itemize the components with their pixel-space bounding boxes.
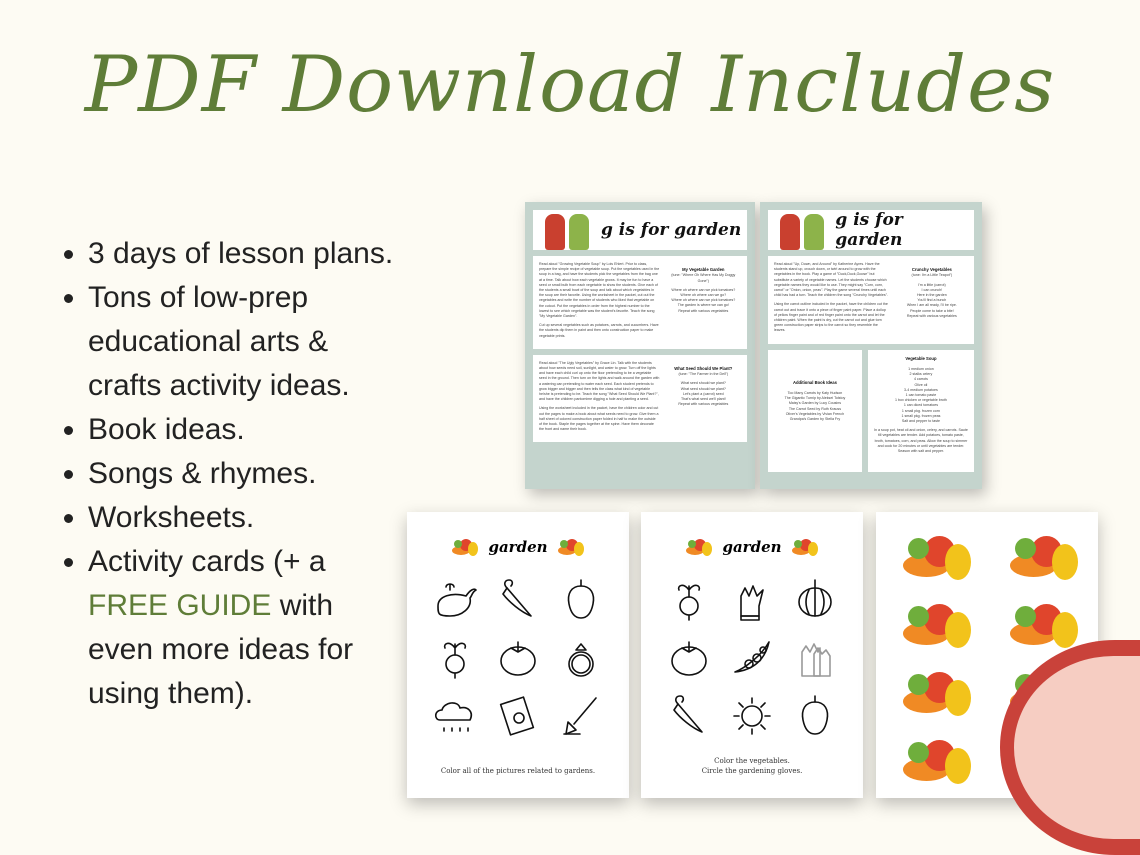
lesson-text: Read aloud "Up, Down, and Around" by Katherine Ayres. Have the students stand up, crouch down, or twirl around to grow with the vegetables in the book. Play a game of "Duck,Duck,Goose" but substitute a variety of vegetable names. Let the students choose which vegetable names they would like to use. They might say "Corn, corn, carrot" or "Onion, onion, peas". Play the game several times until each child has had a turn. Teach the children the song "Crunchy Vegetables". (774, 262, 888, 298)
book-item: The Gigantic Turnip by Aleksei Tolstoy (784, 396, 846, 401)
vegetables-icon (556, 536, 586, 558)
worksheet-caption (641, 756, 863, 776)
vegetables-icon (898, 732, 976, 789)
vegetables-icon (450, 536, 480, 558)
feature-list (62, 232, 402, 716)
vegetables-icon (898, 664, 976, 721)
song-line: Repeat with various vegetables (678, 308, 729, 313)
song-line: Where oh where can we pick tomatoes? (671, 287, 736, 292)
song-line: That's what seed we'll plant! (680, 397, 726, 402)
song-line: You'll find a bunch (917, 298, 947, 303)
feature-item: Tons of low-prep educational arts & crafts activity ideas. (62, 276, 402, 408)
song-line: Where oh where can we go? (680, 293, 727, 298)
activity-card (993, 594, 1088, 650)
feature-item (62, 540, 402, 716)
lesson-box (533, 355, 747, 443)
recipe-box (868, 350, 974, 472)
recipe-ingredient: Olive oil (914, 382, 928, 387)
song-line: I'm a little (carrot) (918, 282, 946, 287)
caption-line: Circle the gardening gloves. (701, 767, 803, 775)
song-line: Let's plant a (carrot) seed (682, 391, 724, 396)
lesson-plan-page (760, 202, 982, 489)
feature-text: Activity cards (+ a (88, 545, 326, 578)
book-ideas-box (768, 350, 862, 472)
recipe-ingredient: 1 small pkg. frozen peas (901, 413, 941, 418)
lesson-box (768, 256, 974, 344)
activity-card (993, 526, 1088, 582)
song-title: What Seed Should We Plant? (674, 366, 733, 372)
vegetables-icon (1005, 596, 1083, 653)
activity-card (886, 526, 981, 582)
tomato-icon (495, 634, 541, 680)
song-title: My Vegetable Garden (682, 267, 725, 273)
song-line: The garden is where we can go! (677, 303, 729, 308)
recipe-ingredient: 1 can diced tomatoes (903, 403, 939, 408)
kids-illustration (541, 210, 595, 250)
recipe-ingredient: Salt and pepper to taste (901, 419, 941, 424)
gardening-gloves-icon (792, 634, 838, 680)
song-line: Repeat with various vegetables (906, 313, 957, 318)
book-item: Oliver's Vegetables by Vivian French (785, 411, 845, 416)
radish-icon (432, 634, 478, 680)
recipe-ingredient: 3-4 medium potatoes (904, 387, 938, 392)
song-tune: (tune: I'm a Little Teapot") (911, 273, 953, 278)
recipe-ingredient: 4 carrots (913, 377, 928, 382)
lesson-text: Using the carrot outline included in the packet, have the children cut the carrot out and trace it onto a piece of finger paint paper. Place a dollop of yellow finger paint and of red finger paint onto the carrot and let the children paint. When the paint is dry, cut the carrot out and glue torn green construction paper strips to the carrot so they resemble the leaves. (774, 302, 888, 333)
carrot-icon (495, 576, 541, 622)
free-guide-highlight: FREE GUIDE (88, 589, 272, 622)
onion-icon (792, 576, 838, 622)
vegetables-icon (790, 536, 820, 558)
pepper-icon (792, 692, 838, 738)
worksheet-header: garden (488, 538, 548, 556)
activity-card (886, 594, 981, 650)
recipe-ingredient: 1 medium onion (908, 367, 934, 372)
carrot-icon (666, 692, 712, 738)
song-line: I can crunch! (921, 287, 943, 292)
worksheet-caption (407, 766, 629, 776)
sun-icon (729, 692, 775, 738)
song-line: Repeat with various vegetables (678, 402, 729, 407)
feature-item: 3 days of lesson plans. (62, 232, 402, 276)
lesson-plan-page (525, 202, 755, 489)
song-tune: (tune: "Where Oh Where Has My Doggy Gone") (671, 273, 736, 283)
recipe-ingredient: 1 box chicken or vegetable broth (894, 398, 947, 403)
ring-icon (558, 634, 604, 680)
song-line: When I am all ready, I'll be ripe. (906, 303, 957, 308)
shovel-icon (558, 692, 604, 738)
lesson-text: Using the worksheet included in the packet, have the children color and cut out the pages to make a book about what seeds need to grow. Give them a half sheet of colored construction paper folded in half to make the outside of the book. Staple the pages together at the spine. Have them decorate the front and name their book. (539, 406, 659, 432)
worksheet-page (641, 512, 863, 798)
lesson-text: Read aloud "Growing Vegetable Soup" by Lois Ehlert. Prior to class, prepare the simple recipe of vegetable soup. Put the vegetables used in the soup in a bag, and have the students pick the vegetables from the bag one at a time. Talk about how each vegetable grows. It may be fun to have a seed or small bulb from each vegetable to show the students. Give each of the students a small bowl of the soup and talk about which vegetables in the soup are their favorite. Using the worksheet in the packet, cut out the vegetables and write the number of students who liked that vegetable on the cutout. Put the vegetables in order from the highest number to the lowest to see which vegetable was the student's favorite. Teach the song "My Vegetable Garden". (539, 262, 660, 319)
pepper-icon (558, 576, 604, 622)
vegetables-icon (898, 528, 976, 585)
lesson-page-header: g is for garden (601, 220, 742, 240)
feature-item: Worksheets. (62, 496, 402, 540)
song-line: Where oh where can we pick tomatoes? (671, 298, 736, 303)
pea-pod-icon (729, 634, 775, 680)
radish-icon (666, 576, 712, 622)
recipe-title: Vegetable Soup (905, 355, 937, 361)
vegetables-icon (898, 596, 976, 653)
song-line: What seed should we plant? (680, 381, 726, 386)
worksheet-page (407, 512, 629, 798)
song-line: What seed should we plant? (680, 386, 726, 391)
recipe-directions: In a soup pot, heat oil and onion, celery, and carrots. Saute till vegetables are tender. Add potatoes, tomato paste, broth, tomatoes, corn, and peas. Allow the soup to simmer and cook for 20 minutes or until vegetables are tender. Season with salt and pepper. (874, 428, 968, 454)
feature-text: with even more ideas for using them). (88, 589, 354, 710)
feature-item: Songs & rhymes. (62, 452, 402, 496)
recipe-ingredient: 1 can tomato paste (905, 393, 937, 398)
caption-line: Color the vegetables. (714, 757, 790, 765)
book-item: Grandpa's Garden by Stella Fry (789, 417, 841, 422)
worksheet-header: garden (722, 538, 782, 556)
recipe-ingredient: 2 stalks celery (909, 372, 933, 377)
feature-item: Book ideas. (62, 408, 402, 452)
seed-packet-icon (495, 692, 541, 738)
lesson-text: Cut up several vegetables such as potatoes, carrots, and cucumbers. Have the students dip them in paint and then onto construction paper to make vegetable prints. (539, 323, 659, 338)
song-line: People come to take a bite! (910, 308, 954, 313)
song-line: Here in the garden (916, 293, 947, 298)
activity-card (886, 730, 981, 786)
tomato-icon (666, 634, 712, 680)
vegetables-icon (1005, 528, 1083, 585)
whale-icon (432, 576, 478, 622)
vegetables-icon (684, 536, 714, 558)
lesson-page-header: g is for garden (835, 210, 903, 250)
book-item: The Carrot Seed by Ruth Krauss (788, 406, 841, 411)
recipe-ingredient: 1 small pkg. frozen corn (901, 408, 940, 413)
kids-illustration (776, 210, 829, 250)
book-item: Too Many Carrots by Katy Hudson (787, 391, 843, 396)
song-tune: (tune: "The Farmer in the Dell") (678, 372, 729, 377)
song-title: Crunchy Vegetables (911, 267, 952, 273)
caption-line: Color all of the pictures related to gardens. (440, 767, 596, 775)
gardening-glove-icon (729, 576, 775, 622)
lesson-box (533, 256, 747, 349)
book-ideas-title: Additional Book Ideas (792, 379, 837, 385)
rain-cloud-icon (432, 692, 478, 738)
lesson-text: Read aloud "The Ugly Vegetables" by Grace Lin. Talk with the students about how seeds need soil, sunlight, and water to grow. Turn off the lights and have each child curl up onto the floor pretending to be a vegetable seed in the ground. Then turn on the lights and walk around the garden with a watering can pretending to water each seed. Each student pretends to grow bigger and bigger and then tells the class what kind of vegetable he/she is pretending to be. Teach the song "What Seed Should We Plant?", and have the children pantomime digging a hole and planting a seed. (539, 360, 660, 402)
book-item: Maisy's Garden by Lucy Cousins (788, 401, 842, 406)
page-title: PDF Download Includes (84, 40, 1056, 130)
activity-card (886, 662, 981, 718)
